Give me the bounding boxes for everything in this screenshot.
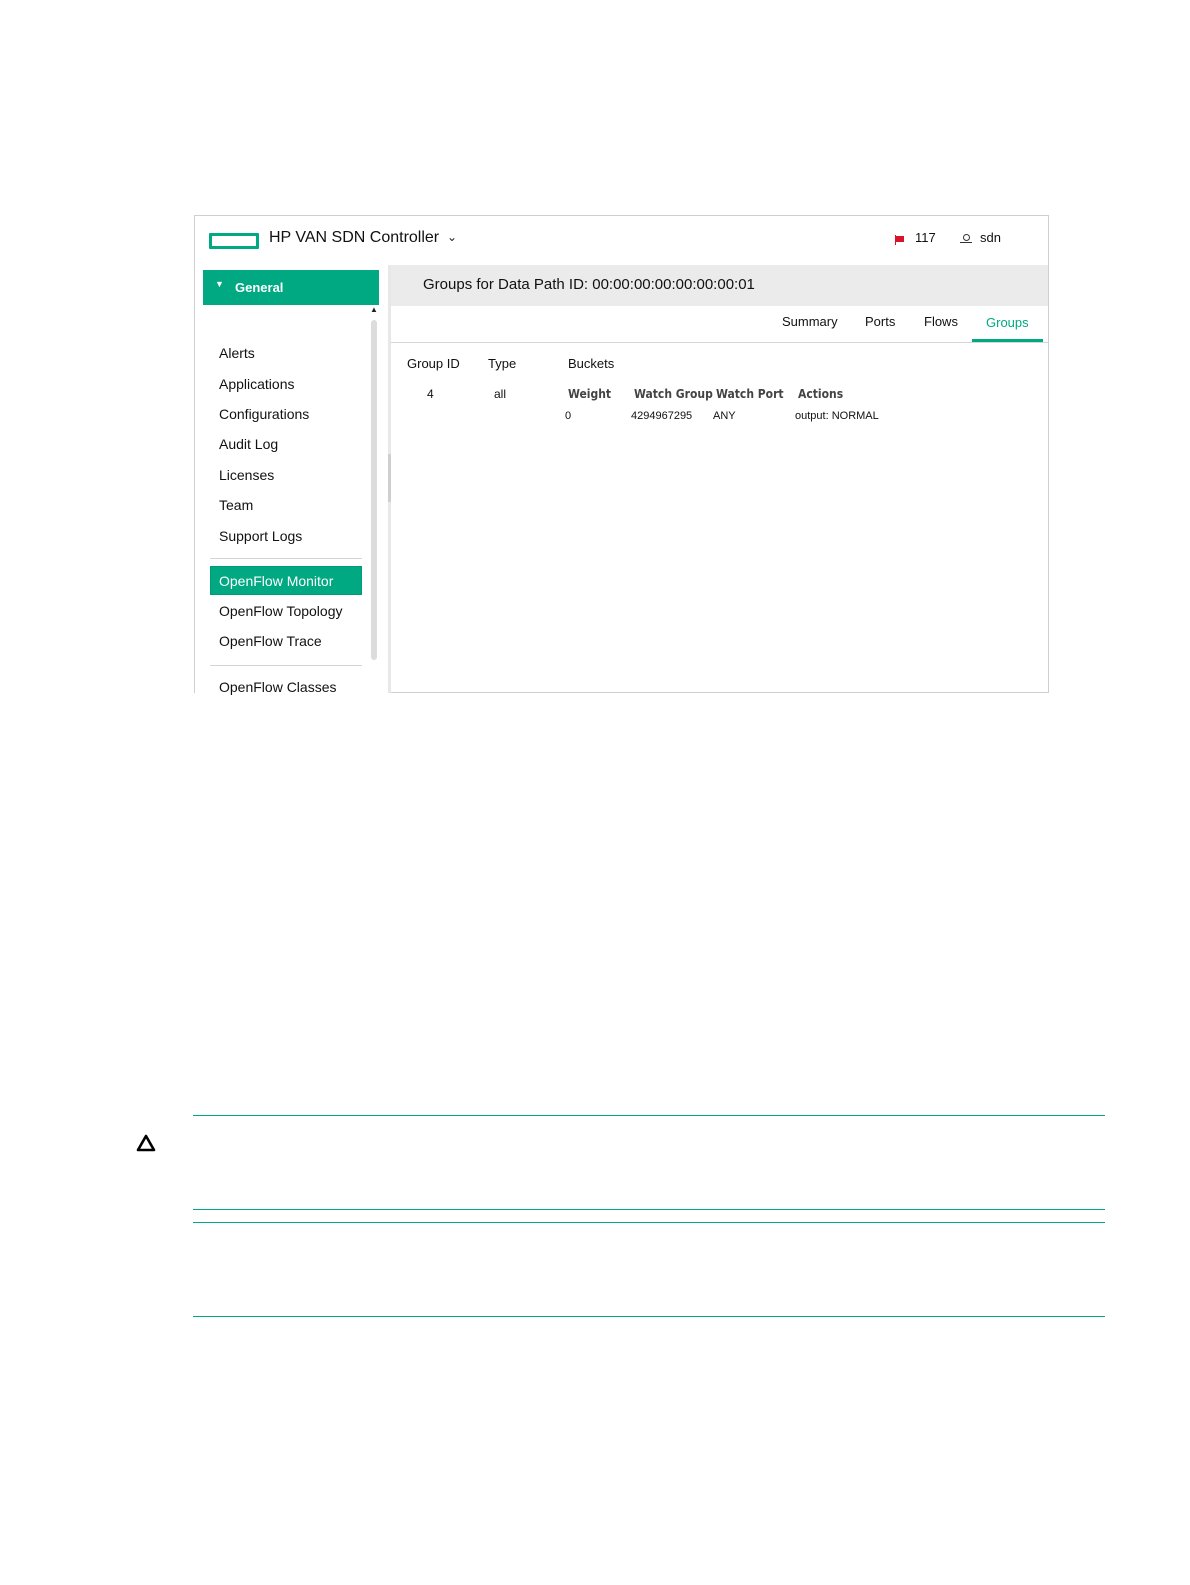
caution-bottom-rule (193, 1209, 1105, 1210)
tab-flows[interactable]: Flows (924, 314, 958, 329)
sidebar-item-openflow-topology[interactable]: OpenFlow Topology (219, 603, 343, 619)
sidebar-item-openflow-trace[interactable]: OpenFlow Trace (219, 633, 322, 649)
tab-ports[interactable]: Ports (865, 314, 896, 329)
bucket-actions: output: NORMAL (795, 410, 879, 422)
bucket-header-watch-group: Watch Group (634, 387, 713, 401)
column-header-group-id[interactable]: Group ID (407, 356, 460, 371)
column-header-buckets[interactable]: Buckets (568, 356, 615, 371)
flag-icon[interactable] (896, 236, 904, 242)
note-bottom-rule (193, 1316, 1105, 1317)
sidebar-item-licenses[interactable]: Licenses (219, 467, 275, 483)
tab-summary[interactable]: Summary (782, 314, 838, 329)
hpe-logo (209, 233, 259, 249)
tab-groups[interactable]: Groups (986, 315, 1029, 330)
bucket-header-watch-port: Watch Port (716, 387, 784, 401)
app-title: HP VAN SDN Controller (269, 229, 440, 246)
caution-triangle-icon (135, 1133, 157, 1153)
sidebar (195, 265, 388, 693)
sidebar-item-applications[interactable]: Applications (219, 376, 295, 392)
bucket-header-actions: Actions (798, 387, 844, 401)
chevron-down-icon[interactable]: ⌄ (447, 230, 458, 244)
main-panel (391, 265, 1048, 693)
sidebar-item-support-logs[interactable]: Support Logs (219, 528, 303, 544)
note-top-rule (193, 1222, 1105, 1223)
column-header-type[interactable]: Type (488, 356, 517, 371)
page-header (391, 265, 1048, 306)
bucket-weight: 0 (565, 410, 572, 422)
tab-bar (391, 306, 1048, 343)
sidebar-item-alerts[interactable]: Alerts (219, 345, 255, 361)
sidebar-section-general[interactable] (203, 270, 379, 305)
bucket-watch-port: ANY (713, 410, 736, 422)
caution-top-rule (193, 1115, 1105, 1116)
sidebar-divider (210, 665, 362, 666)
caret-down-icon: ▼ (215, 279, 224, 289)
user-icon[interactable] (960, 234, 972, 244)
sidebar-divider (210, 558, 362, 559)
active-tab-indicator (972, 339, 1043, 342)
controller-window (194, 215, 1049, 693)
sidebar-item-openflow-monitor[interactable] (210, 566, 362, 595)
bucket-watch-group: 4294967295 (631, 410, 693, 422)
sidebar-item-openflow-classes[interactable]: OpenFlow Classes (219, 679, 337, 695)
sidebar-section-label: General (235, 280, 284, 295)
user-name[interactable]: sdn (980, 230, 1001, 245)
sidebar-item-team[interactable]: Team (219, 497, 254, 513)
cell-group-id: 4 (427, 387, 434, 401)
cell-type: all (494, 387, 507, 401)
page-title: Groups for Data Path ID: 00:00:00:00:00:00:00:01 (423, 276, 755, 293)
sidebar-item-audit-log[interactable]: Audit Log (219, 436, 279, 452)
top-bar (195, 216, 1048, 266)
bucket-header-weight: Weight (568, 387, 612, 401)
sidebar-scrollbar[interactable] (371, 320, 377, 660)
sidebar-item-configurations[interactable]: Configurations (219, 406, 310, 422)
scroll-up-arrow-icon[interactable]: ▲ (370, 305, 378, 314)
sidebar-item-label: OpenFlow Monitor (219, 573, 334, 589)
alert-count[interactable]: 117 (915, 230, 936, 245)
